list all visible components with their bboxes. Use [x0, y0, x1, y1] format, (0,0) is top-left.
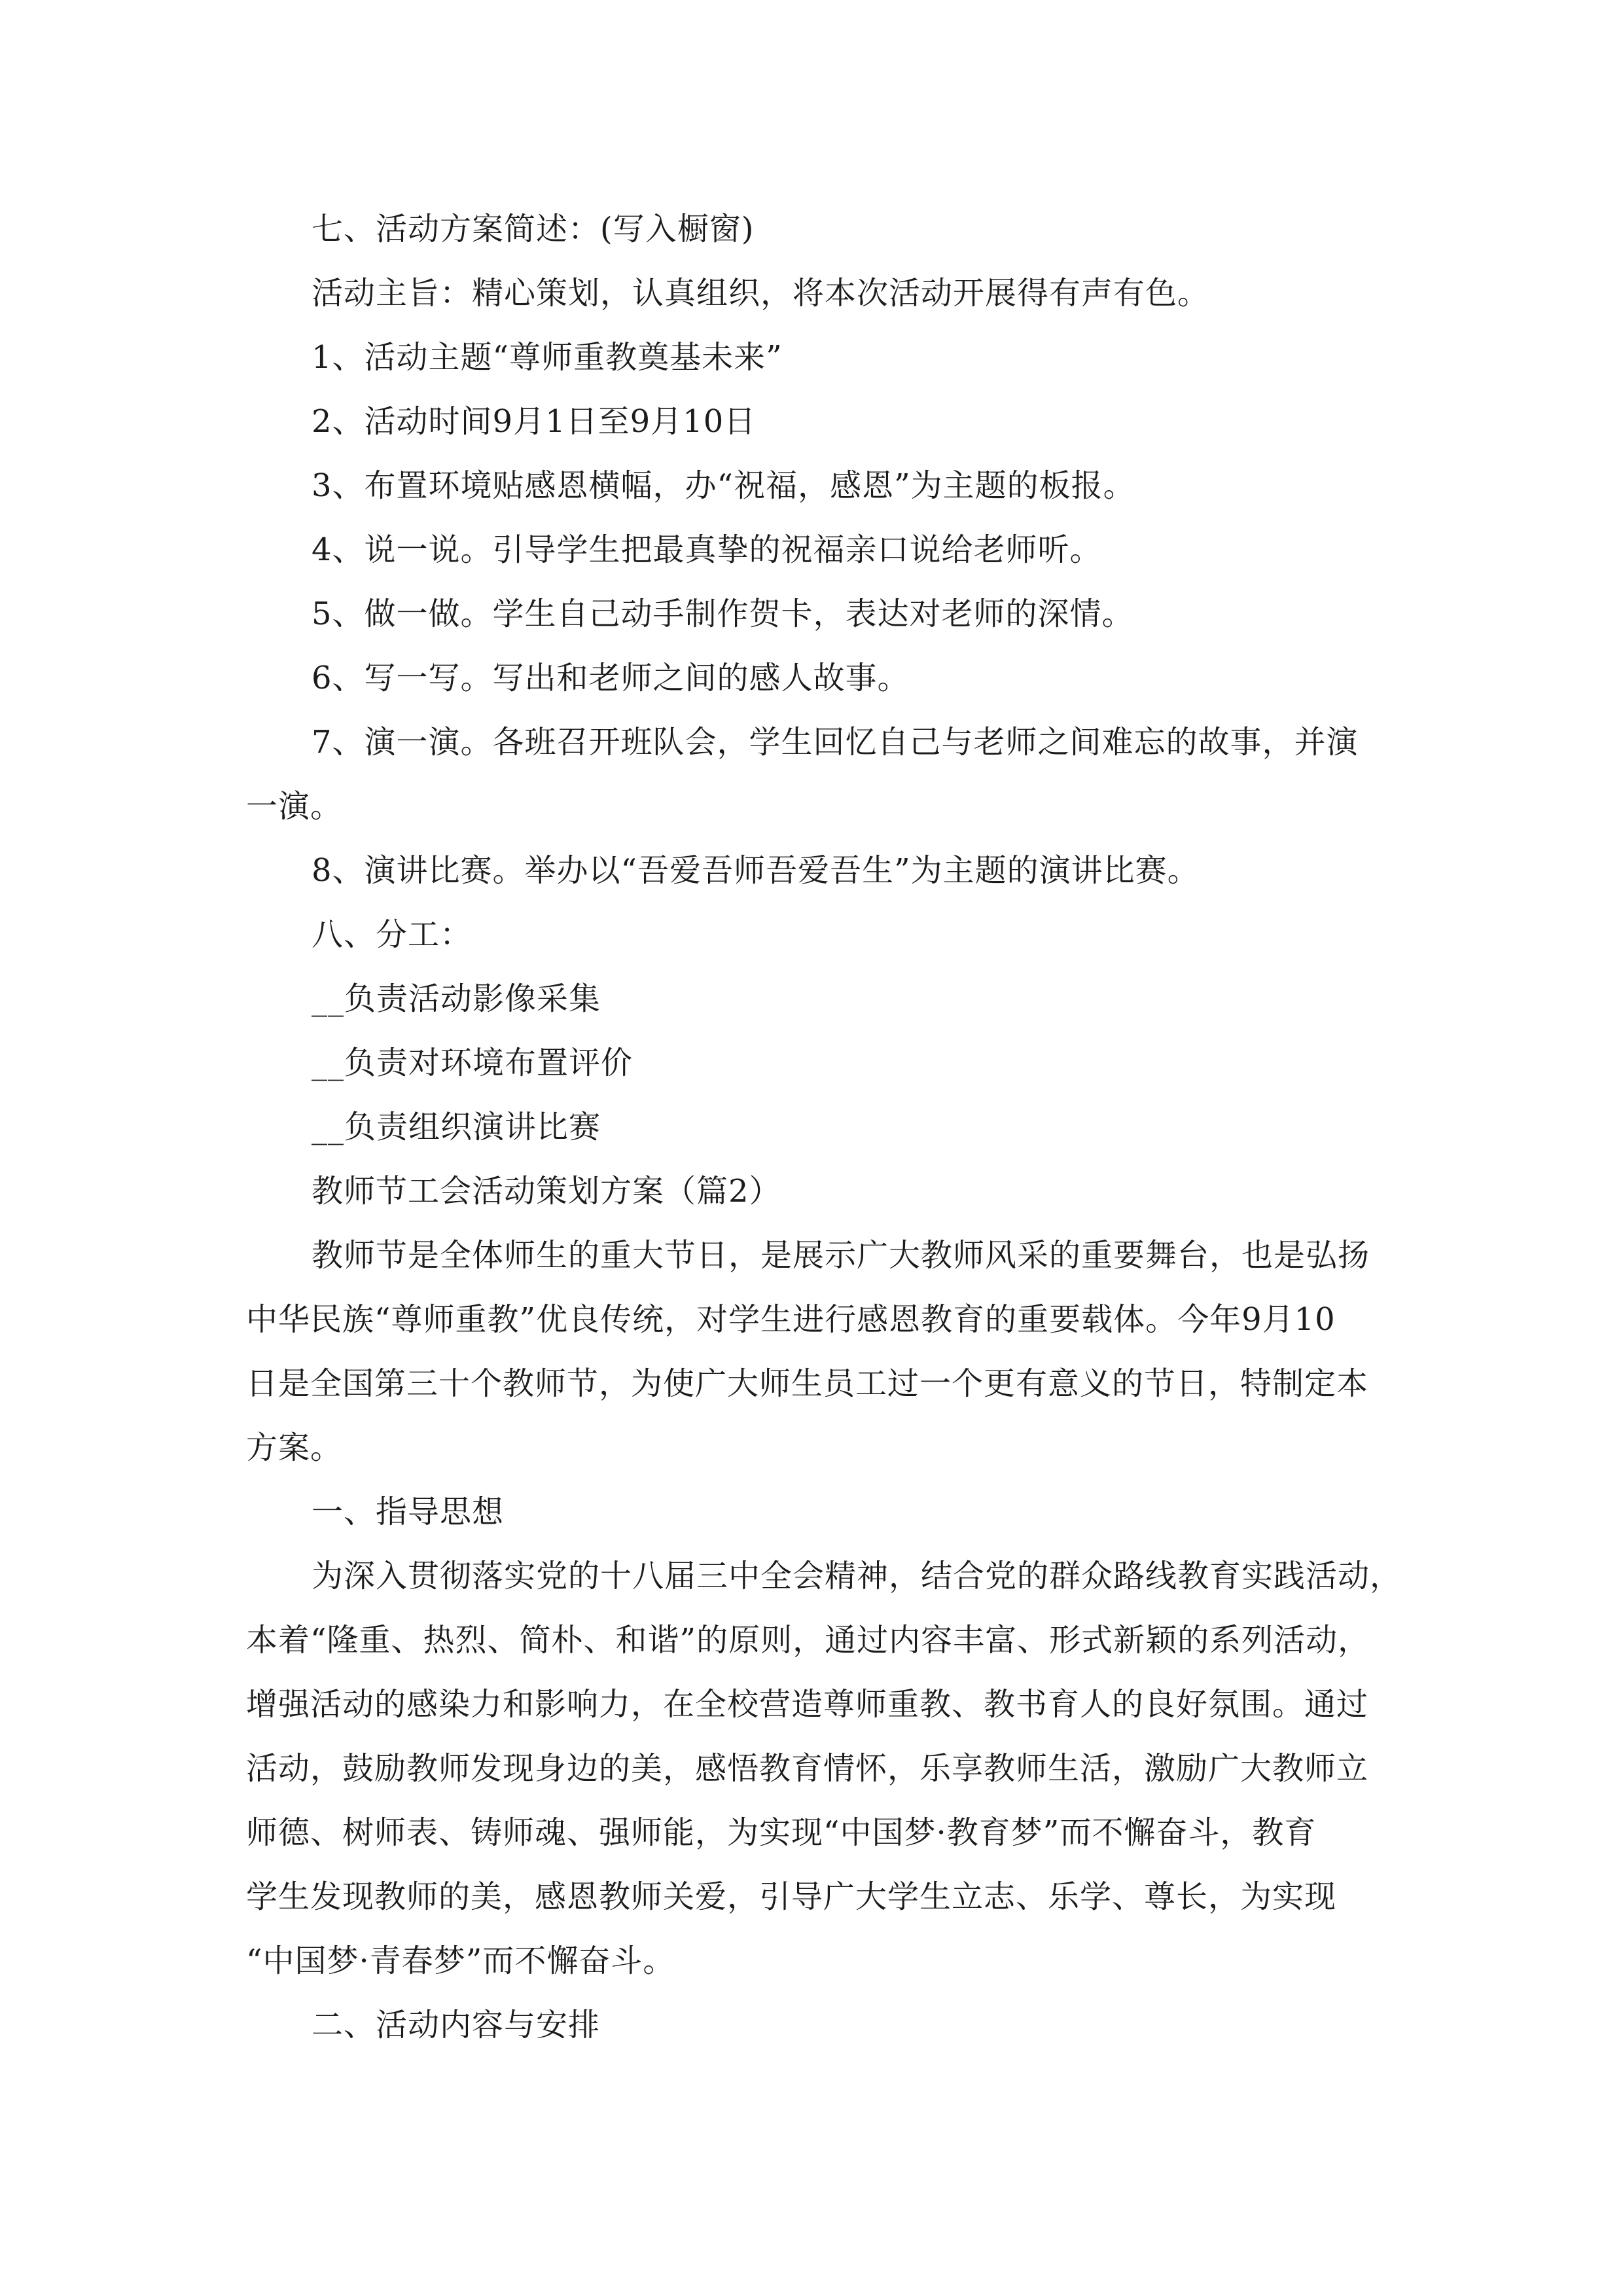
paragraph-line: 学生发现教师的美，感恩教师关爱，引导广大学生立志、乐学、尊长，为实现 — [246, 1878, 1337, 1915]
list-item-7: 7、演一演。各班召开班队会，学生回忆自己与老师之间难忘的故事，并演 — [312, 724, 1359, 761]
list-item-4: 4、说一说。引导学生把最真挚的祝福亲口说给老师听。 — [312, 531, 1102, 568]
section-heading-8: 八、分工： — [312, 916, 473, 953]
assignment-item: __负责对环境布置评价 — [312, 1045, 633, 1081]
assignment-item: __负责组织演讲比赛 — [312, 1109, 601, 1145]
paragraph-line: 增强活动的感染力和影响力，在全校营造尊师重教、教书育人的良好氛围。通过 — [246, 1686, 1369, 1723]
section-heading-activities: 二、活动内容与安排 — [312, 2007, 601, 2043]
list-item-7-continued: 一演。 — [246, 788, 343, 825]
paragraph-line: 中华民族“尊师重教”优良传统，对学生进行感恩教育的重要载体。今年9月10 — [246, 1301, 1336, 1338]
section-heading-7: 七、活动方案简述：(写入橱窗) — [312, 211, 755, 247]
list-item-2: 2、活动时间9月1日至9月10日 — [312, 403, 757, 440]
list-item-6: 6、写一写。写出和老师之间的感人故事。 — [312, 660, 910, 696]
list-item-5: 5、做一做。学生自己动手制作贺卡，表达对老师的深情。 — [312, 596, 1134, 632]
list-item-8: 8、演讲比赛。举办以“吾爱吾师吾爱吾生”为主题的演讲比赛。 — [312, 852, 1200, 889]
article-title: 教师节工会活动策划方案（篇2） — [312, 1173, 781, 1210]
paragraph-line: 方案。 — [246, 1429, 343, 1466]
paragraph-line: 日是全国第三十个教师节，为使广大师生员工过一个更有意义的节日，特制定本 — [246, 1365, 1369, 1402]
paragraph-line: 本着“隆重、热烈、简朴、和谐”的原则，通过内容丰富、形式新颖的系列活动， — [246, 1622, 1370, 1659]
section-heading-guiding-ideology: 一、指导思想 — [312, 1494, 505, 1530]
paragraph-line: 师德、树师表、铸师魂、强师能，为实现“中国梦·教育梦”而不懈奋斗，教育 — [246, 1814, 1317, 1851]
list-item-3: 3、布置环境贴感恩横幅，办“祝福，感恩”为主题的板报。 — [312, 467, 1135, 504]
paragraph-line: 为深入贯彻落实党的十八届三中全会精神，结合党的群众路线教育实践活动， — [312, 1558, 1402, 1594]
paragraph-line: 教师节是全体师生的重大节日，是展示广大教师风采的重要舞台，也是弘扬 — [312, 1237, 1370, 1274]
paragraph-line: “中国梦·青春梦”而不懈奋斗。 — [246, 1943, 675, 1979]
activity-purpose: 活动主旨：精心策划，认真组织，将本次活动开展得有声有色。 — [312, 275, 1210, 312]
assignment-item: __负责活动影像采集 — [312, 980, 601, 1017]
paragraph-line: 活动，鼓励教师发现身边的美，感悟教育情怀，乐享教师生活，激励广大教师立 — [246, 1750, 1369, 1787]
list-item-1: 1、活动主题“尊师重教奠基未来” — [312, 339, 783, 376]
